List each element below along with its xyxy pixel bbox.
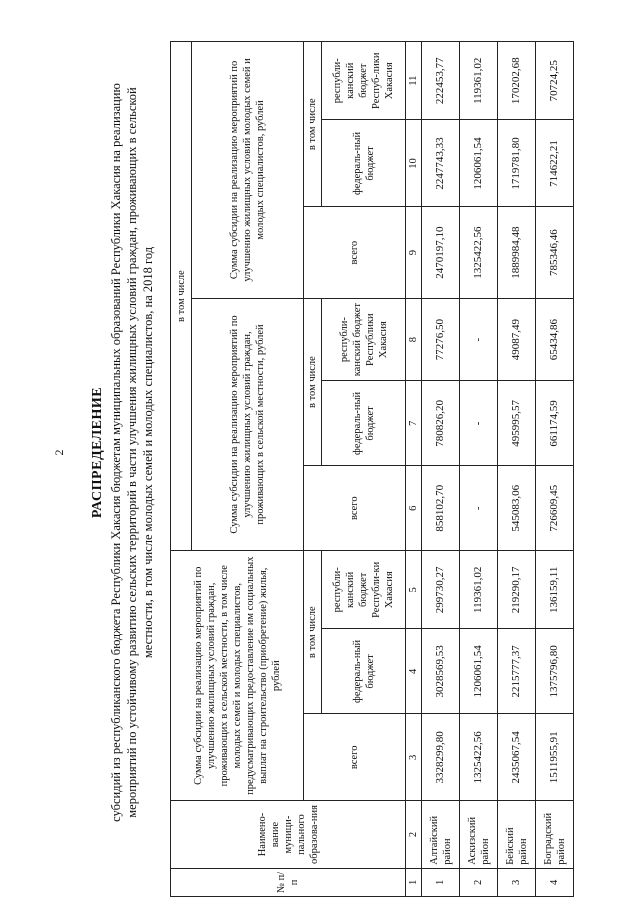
cell-federal-a: 1375796,80 xyxy=(536,629,574,714)
column-number: 9 xyxy=(406,207,422,298)
header-in-that-number-a: в том числе xyxy=(304,551,322,714)
table-row xyxy=(460,42,498,897)
cell-total-c: 1889984,48 xyxy=(498,207,536,298)
document-title: РАСПРЕДЕЛЕНИЕ xyxy=(90,386,105,519)
cell-federal-c: 1206061,54 xyxy=(460,120,498,207)
cell-republic-b: 77276,50 xyxy=(422,298,460,381)
header-total-a: всего xyxy=(304,714,406,801)
column-number: 4 xyxy=(406,629,422,714)
cell-republic-c: 170202,68 xyxy=(498,42,536,120)
cell-republic-c: 119361,02 xyxy=(460,42,498,120)
header-municipality: Наимено-вание муници-пального образова-ния xyxy=(171,801,406,868)
row-number: 3 xyxy=(498,868,536,896)
header-group-total-subsidy: Сумма субсидии на реализацию мероприятий по улучшению жилищных условий граждан, проживающих в сельской местности, в том числе молодых семей и молодых специалистов, предусматривающих предоставление им социальных выплат на строительство (приобретение) жилья, рублей xyxy=(171,551,304,801)
column-number: 3 xyxy=(406,714,422,801)
cell-total-a: 1325422,56 xyxy=(460,714,498,801)
column-number: 7 xyxy=(406,381,422,466)
cell-federal-b: 495995,57 xyxy=(498,381,536,466)
table-row xyxy=(422,42,460,897)
cell-federal-c: 2247743,33 xyxy=(422,120,460,207)
cell-federal-b: - xyxy=(460,381,498,466)
cell-republic-a: 119361,02 xyxy=(460,551,498,629)
column-number: 2 xyxy=(406,801,422,868)
cell-total-c: 2470197,10 xyxy=(422,207,460,298)
municipality-name: Боградский район xyxy=(536,801,574,868)
cell-federal-a: 3028569,53 xyxy=(422,629,460,714)
municipality-name: Аскизский район xyxy=(460,801,498,868)
cell-federal-c: 714622,21 xyxy=(536,120,574,207)
cell-federal-b: 661174,59 xyxy=(536,381,574,466)
row-number: 2 xyxy=(460,868,498,896)
cell-republic-b: 65434,86 xyxy=(536,298,574,381)
cell-total-b: 726609,45 xyxy=(536,466,574,551)
municipality-name: Алтайский район xyxy=(422,801,460,868)
cell-republic-b: - xyxy=(460,298,498,381)
column-number-row xyxy=(406,42,422,897)
cell-federal-b: 780826,20 xyxy=(422,381,460,466)
column-number: 8 xyxy=(406,298,422,381)
cell-federal-a: 1206061,54 xyxy=(460,629,498,714)
header-republic-c: республи-канский бюджет Респуб-лики Хакасия xyxy=(322,42,406,120)
header-in-that-number-b: в том числе xyxy=(304,298,322,465)
cell-republic-c: 70724,25 xyxy=(536,42,574,120)
table-body xyxy=(422,42,574,897)
column-number: 5 xyxy=(406,551,422,629)
cell-total-b: 858102,70 xyxy=(422,466,460,551)
document-subtitle: субсидий из республиканского бюджета Республики Хакасия бюджетам муниципальных образований Республики Хакасия на реализацию мероприятий по устойчивому развитию сельских территорий в части улучшения жилищных условий граждан, проживающих в сельской местности, в том числе молодых семей и молодых специалистов, на 2018 год xyxy=(109,83,155,822)
column-number: 1 xyxy=(406,868,422,896)
column-number: 6 xyxy=(406,466,422,551)
cell-total-c: 1325422,56 xyxy=(460,207,498,298)
header-republic-a: республи-канский бюджет Республи-ки Хакасия xyxy=(322,551,406,629)
table-row xyxy=(498,42,536,897)
header-federal-a: федераль-ный бюджет xyxy=(322,629,406,714)
header-group-young-families: Сумма субсидии на реализацию мероприятий по улучшению жилищных условий молодых семей и молодых специалистов, рублей xyxy=(192,42,304,299)
header-in-that-number-c: в том числе xyxy=(304,42,322,207)
column-number: 10 xyxy=(406,120,422,207)
cell-total-a: 3328299,80 xyxy=(422,714,460,801)
cell-total-b: - xyxy=(460,466,498,551)
cell-republic-a: 219290,17 xyxy=(498,551,536,629)
table-row xyxy=(536,42,574,897)
header-num: № п/п xyxy=(171,868,406,896)
page-number: 2 xyxy=(52,449,66,456)
cell-republic-c: 222453,77 xyxy=(422,42,460,120)
cell-federal-c: 1719781,80 xyxy=(498,120,536,207)
header-total-b: всего xyxy=(304,466,406,551)
cell-total-c: 785346,46 xyxy=(536,207,574,298)
header-federal-b: федераль-ный бюджет xyxy=(322,381,406,466)
header-republic-b: республи-канский бюджет Республики Хакасия xyxy=(322,298,406,381)
row-number: 4 xyxy=(536,868,574,896)
municipality-name: Бейский район xyxy=(498,801,536,868)
distribution-table xyxy=(170,41,574,897)
cell-federal-a: 2215777,37 xyxy=(498,629,536,714)
row-number: 1 xyxy=(422,868,460,896)
cell-republic-b: 49087,49 xyxy=(498,298,536,381)
header-federal-c: федераль-ный бюджет xyxy=(322,120,406,207)
cell-republic-a: 299730,27 xyxy=(422,551,460,629)
cell-total-a: 2435067,54 xyxy=(498,714,536,801)
header-total-c: всего xyxy=(304,207,406,298)
header-in-that-number: в том числе xyxy=(171,42,192,551)
header-group-rural-citizens: Сумма субсидии на реализацию мероприятий по улучшению жилищных условий граждан, проживающих в сельской местности, рублей xyxy=(192,298,304,550)
cell-republic-a: 136159,11 xyxy=(536,551,574,629)
column-number: 11 xyxy=(406,42,422,120)
cell-total-b: 545083,06 xyxy=(498,466,536,551)
cell-total-a: 1511955,91 xyxy=(536,714,574,801)
